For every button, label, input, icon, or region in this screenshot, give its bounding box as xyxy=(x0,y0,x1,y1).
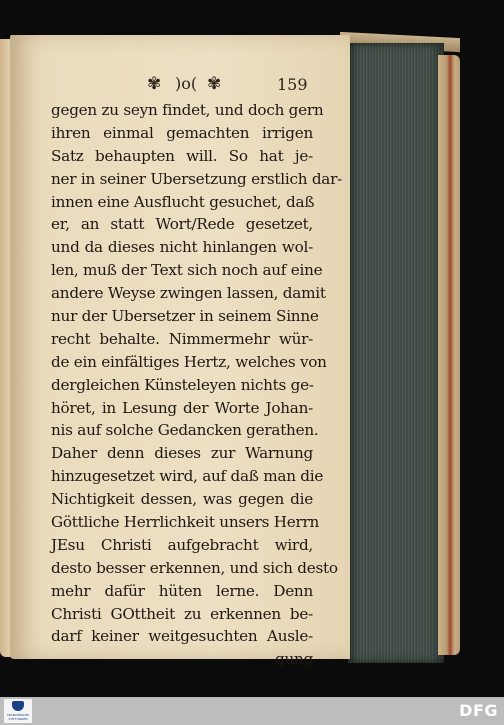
logo-caption: FRANCKESCHE STIFTUNGEN xyxy=(6,713,30,721)
viewer-footer-bar xyxy=(0,697,504,725)
catchword: gung xyxy=(274,650,313,669)
text-line: nis auf solche Gedancken gerathen. xyxy=(51,421,319,440)
page-fore-edge xyxy=(348,43,444,663)
text-line: Christi GOttheit zu erkennen be- xyxy=(51,604,313,623)
flower-ornament-icon: ✾ xyxy=(207,74,222,94)
text-line: gegen zu seyn findet, und doch gern xyxy=(51,101,324,119)
shield-icon xyxy=(12,701,24,711)
running-head xyxy=(135,73,315,97)
text-line: Göttliche Herrlichkeit unsers Herrn xyxy=(51,513,320,532)
text-line: Daher denn dieses zur Warnung xyxy=(51,444,313,463)
text-line: desto besser erkennen, und sich desto xyxy=(51,558,338,577)
franckesche-stiftungen-logo[interactable] xyxy=(4,699,32,723)
text-line: darf keiner weitgesuchten Ausle- xyxy=(51,627,313,646)
book xyxy=(0,35,462,669)
book-page xyxy=(10,35,350,669)
text-line: mehr dafür hüten lerne. Denn xyxy=(51,581,313,600)
text-line: höret, in Lesung der Worte Johan- xyxy=(51,398,313,417)
text-block xyxy=(51,99,342,671)
text-line: Satz behaupten will. So hat je- xyxy=(51,146,313,165)
flower-ornament-icon: ✾ xyxy=(147,74,162,94)
dfg-logo[interactable]: DFG xyxy=(459,701,498,720)
text-line: hinzugesetzet wird, auf daß man die xyxy=(51,467,324,486)
text-line: innen eine Ausflucht gesuchet, daß xyxy=(51,192,315,211)
text-line: dergleichen Künsteleyen nichts ge- xyxy=(51,375,314,394)
text-line: len, muß der Text sich noch auf eine xyxy=(51,261,323,280)
text-line: JEsu Christi aufgebracht wird, xyxy=(51,535,313,554)
text-line: und da dieses nicht hinlangen wol- xyxy=(51,238,313,257)
ornament-divider: )o( xyxy=(175,74,198,93)
text-line: de ein einfältiges Hertz, welches von xyxy=(51,352,327,371)
text-line: andere Weyse zwingen lassen, damit xyxy=(51,284,326,303)
text-line: ihren einmal gemachten irrigen xyxy=(51,123,313,142)
text-line: ner in seiner Ubersetzung erstlich dar- xyxy=(51,169,342,188)
page-number: 159 xyxy=(277,75,308,94)
text-line: Nichtigkeit dessen, was gegen die xyxy=(51,490,313,509)
text-line: er, an statt Wort/Rede gesetzet, xyxy=(51,215,313,234)
book-cover-edge xyxy=(438,55,460,655)
text-line: nur der Ubersetzer in seinem Sinne xyxy=(51,307,319,326)
text-line: recht behalte. Nimmermehr wür- xyxy=(51,329,313,348)
